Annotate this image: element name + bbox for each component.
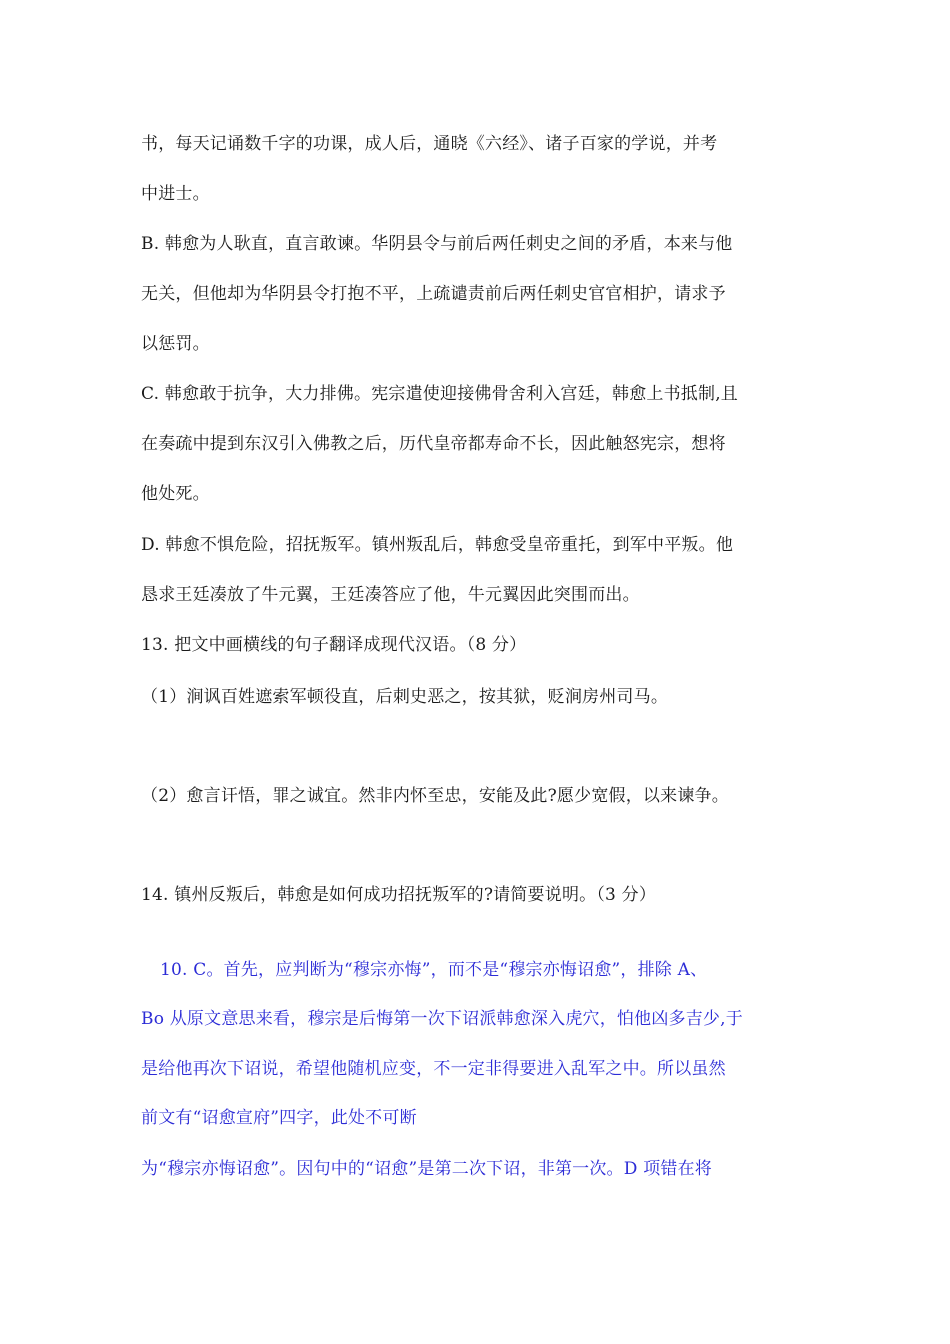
answer-line: 10. C。首先，应判断为“穆宗亦悔”，而不是“穆宗亦悔诏愈”，排除 A、 (160, 960, 708, 980)
passage-line: 在奏疏中提到东汉引入佛教之后，历代皇帝都寿命不长，因此触怒宪宗，想将 (141, 434, 726, 454)
answer-line: 为“穆宗亦悔诏愈”。因句中的“诏愈”是第二次下诏，非第一次。D 项错在将 (141, 1159, 712, 1179)
answer-line: Bo 从原文意思来看，穆宗是后悔第一次下诏派韩愈深入虎穴，怕他凶多吉少,于 (141, 1009, 743, 1029)
question-13-item-1: （1）涧讽百姓遮索军顿役直，后刺史恶之，按其狱，贬涧房州司马。 (141, 687, 669, 707)
option-b: B. 韩愈为人耿直，直言敢谏。华阴县令与前后两任刺史之间的矛盾，本来与他 (141, 234, 733, 254)
question-13: 13. 把文中画横线的句子翻译成现代汉语。（8 分） (141, 635, 527, 655)
question-13-item-2: （2）愈言讦悟，罪之诚宜。然非内怀至忠，安能及此?愿少宽假，以来谏争。 (141, 786, 729, 806)
passage-line: 中进士。 (141, 184, 210, 204)
option-c: C. 韩愈敢于抗争，大力排佛。宪宗遣使迎接佛骨舍利入宫廷，韩愈上书抵制,且 (141, 384, 739, 404)
question-14: 14. 镇州反叛后，韩愈是如何成功招抚叛军的?请简要说明。（3 分） (141, 885, 657, 905)
passage-line: 他处死。 (141, 484, 210, 504)
passage-line: 以惩罚。 (141, 334, 210, 354)
passage-line: 恳求王廷凑放了牛元翼，王廷凑答应了他，牛元翼因此突围而出。 (141, 585, 640, 605)
answer-line: 前文有“诏愈宣府”四字，此处不可断 (141, 1108, 417, 1128)
answer-line: 是给他再次下诏说，希望他随机应变，不一定非得要进入乱军之中。所以虽然 (141, 1059, 726, 1079)
passage-line: 无关，但他却为华阴县令打抱不平，上疏谴责前后两任刺史官官相护，请求予 (141, 284, 726, 304)
passage-line: 书，每天记诵数千字的功课，成人后，通晓《六经》、诸子百家的学说，并考 (141, 134, 718, 154)
option-d: D. 韩愈不惧危险，招抚叛军。镇州叛乱后，韩愈受皇帝重托，到军中平叛。他 (141, 535, 734, 555)
